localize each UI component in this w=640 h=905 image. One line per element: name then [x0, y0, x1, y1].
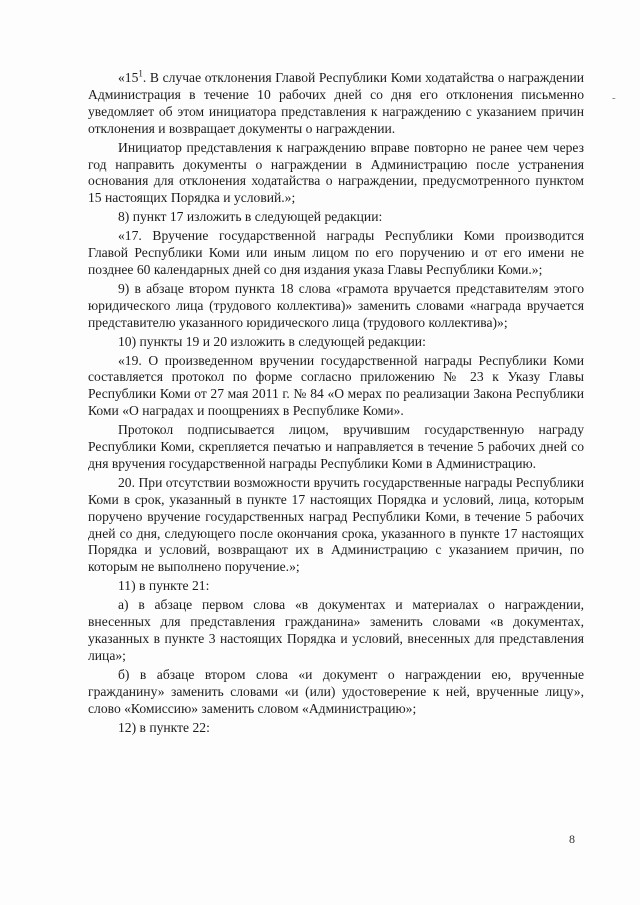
- paragraph-15-1-start: «15: [118, 70, 139, 85]
- sub-item-b: б) в абзаце втором слова «и документ о награждении ею, врученные гражданину» заменить словами «и (или) удостоверение к ней, врученные лицу», слово «Комиссию» заменить словом «Администрацию»;: [88, 666, 584, 716]
- paragraph-15-1: [88, 70, 584, 138]
- margin-mark: -: [612, 92, 616, 104]
- superscript: 1: [138, 68, 143, 79]
- page-number: 8: [569, 832, 575, 846]
- item-12: 12) в пункте 22:: [118, 719, 210, 735]
- paragraph-15-1-text: . В случае отклонения Главой Республики Коми ходатайства о награждении Администрация в течение 10 рабочих дней со дня его отклонения письменно уведомляет об этом инициатора представления к награждению с указанием причин отклонения и возвращает документы о награждении.: [88, 70, 584, 136]
- paragraph-initiator: Инициатор представления к награждению вправе повторно не ранее чем через год направить документы о награждении в Администрацию после устранения основания для отклонения ходатайства о награждении, предусмотренного пунктом 15 настоящих Порядка и условий.»;: [88, 139, 584, 206]
- paragraph-protocol: Протокол подписывается лицом, вручившим государственную награду Республики Коми, скрепляется печатью и направляется в течение 5 рабочих дней со дня вручения государственной награды Республики Коми в Администрацию.: [88, 422, 584, 471]
- paragraph-20: 20. При отсутствии возможности вручить государственные награды Республики Коми в срок, указанный в пункте 17 настоящих Порядка и условий, лица, которым поручено вручение государственных наград Республики Коми, в течение 5 рабочих дней со дня, следующего после окончания срока, указанного в пункте 17 настоящих Порядка и условий, возвращают их в Администрацию с указанием причин, по которым не выполнено поручение.»;: [88, 474, 584, 575]
- item-9: 9) в абзаце втором пункта 18 слова «грамота вручается представителям этого юридического лица (трудового коллектива)» заменить словами «награда вручается представителю указанного юридического лица (трудового коллектива)»;: [88, 280, 584, 330]
- sub-item-a: а) в абзаце первом слова «в документах и материалах о награждении, внесенных для представления гражданина» заменить словами «в документах, указанных в пункте 3 настоящих Порядка и условий, внесенных для представления лица»;: [88, 597, 584, 663]
- item-8: 8) пункт 17 изложить в следующей редакции:: [118, 209, 383, 225]
- item-10: 10) пункты 19 и 20 изложить в следующей редакции:: [118, 333, 426, 349]
- document-body: [88, 70, 584, 736]
- paragraph-17: «17. Вручение государственной награды Республики Коми производится Главой Республики Коми или иным лицом по его поручению и от его имени не позднее 60 календарных дней со дня издания указа Главы Республики Коми.»;: [88, 228, 584, 277]
- paragraph-19: «19. О произведенном вручении государственной награды Республики Коми составляется протокол по форме согласно приложению № 23 к Указу Главы Республики Коми от 27 мая 2011 г. № 84 «О мерах по реализации Закона Республики Коми «О наградах и поощрениях в Республике Коми».: [88, 352, 584, 419]
- item-11: 11) в пункте 21:: [118, 578, 210, 594]
